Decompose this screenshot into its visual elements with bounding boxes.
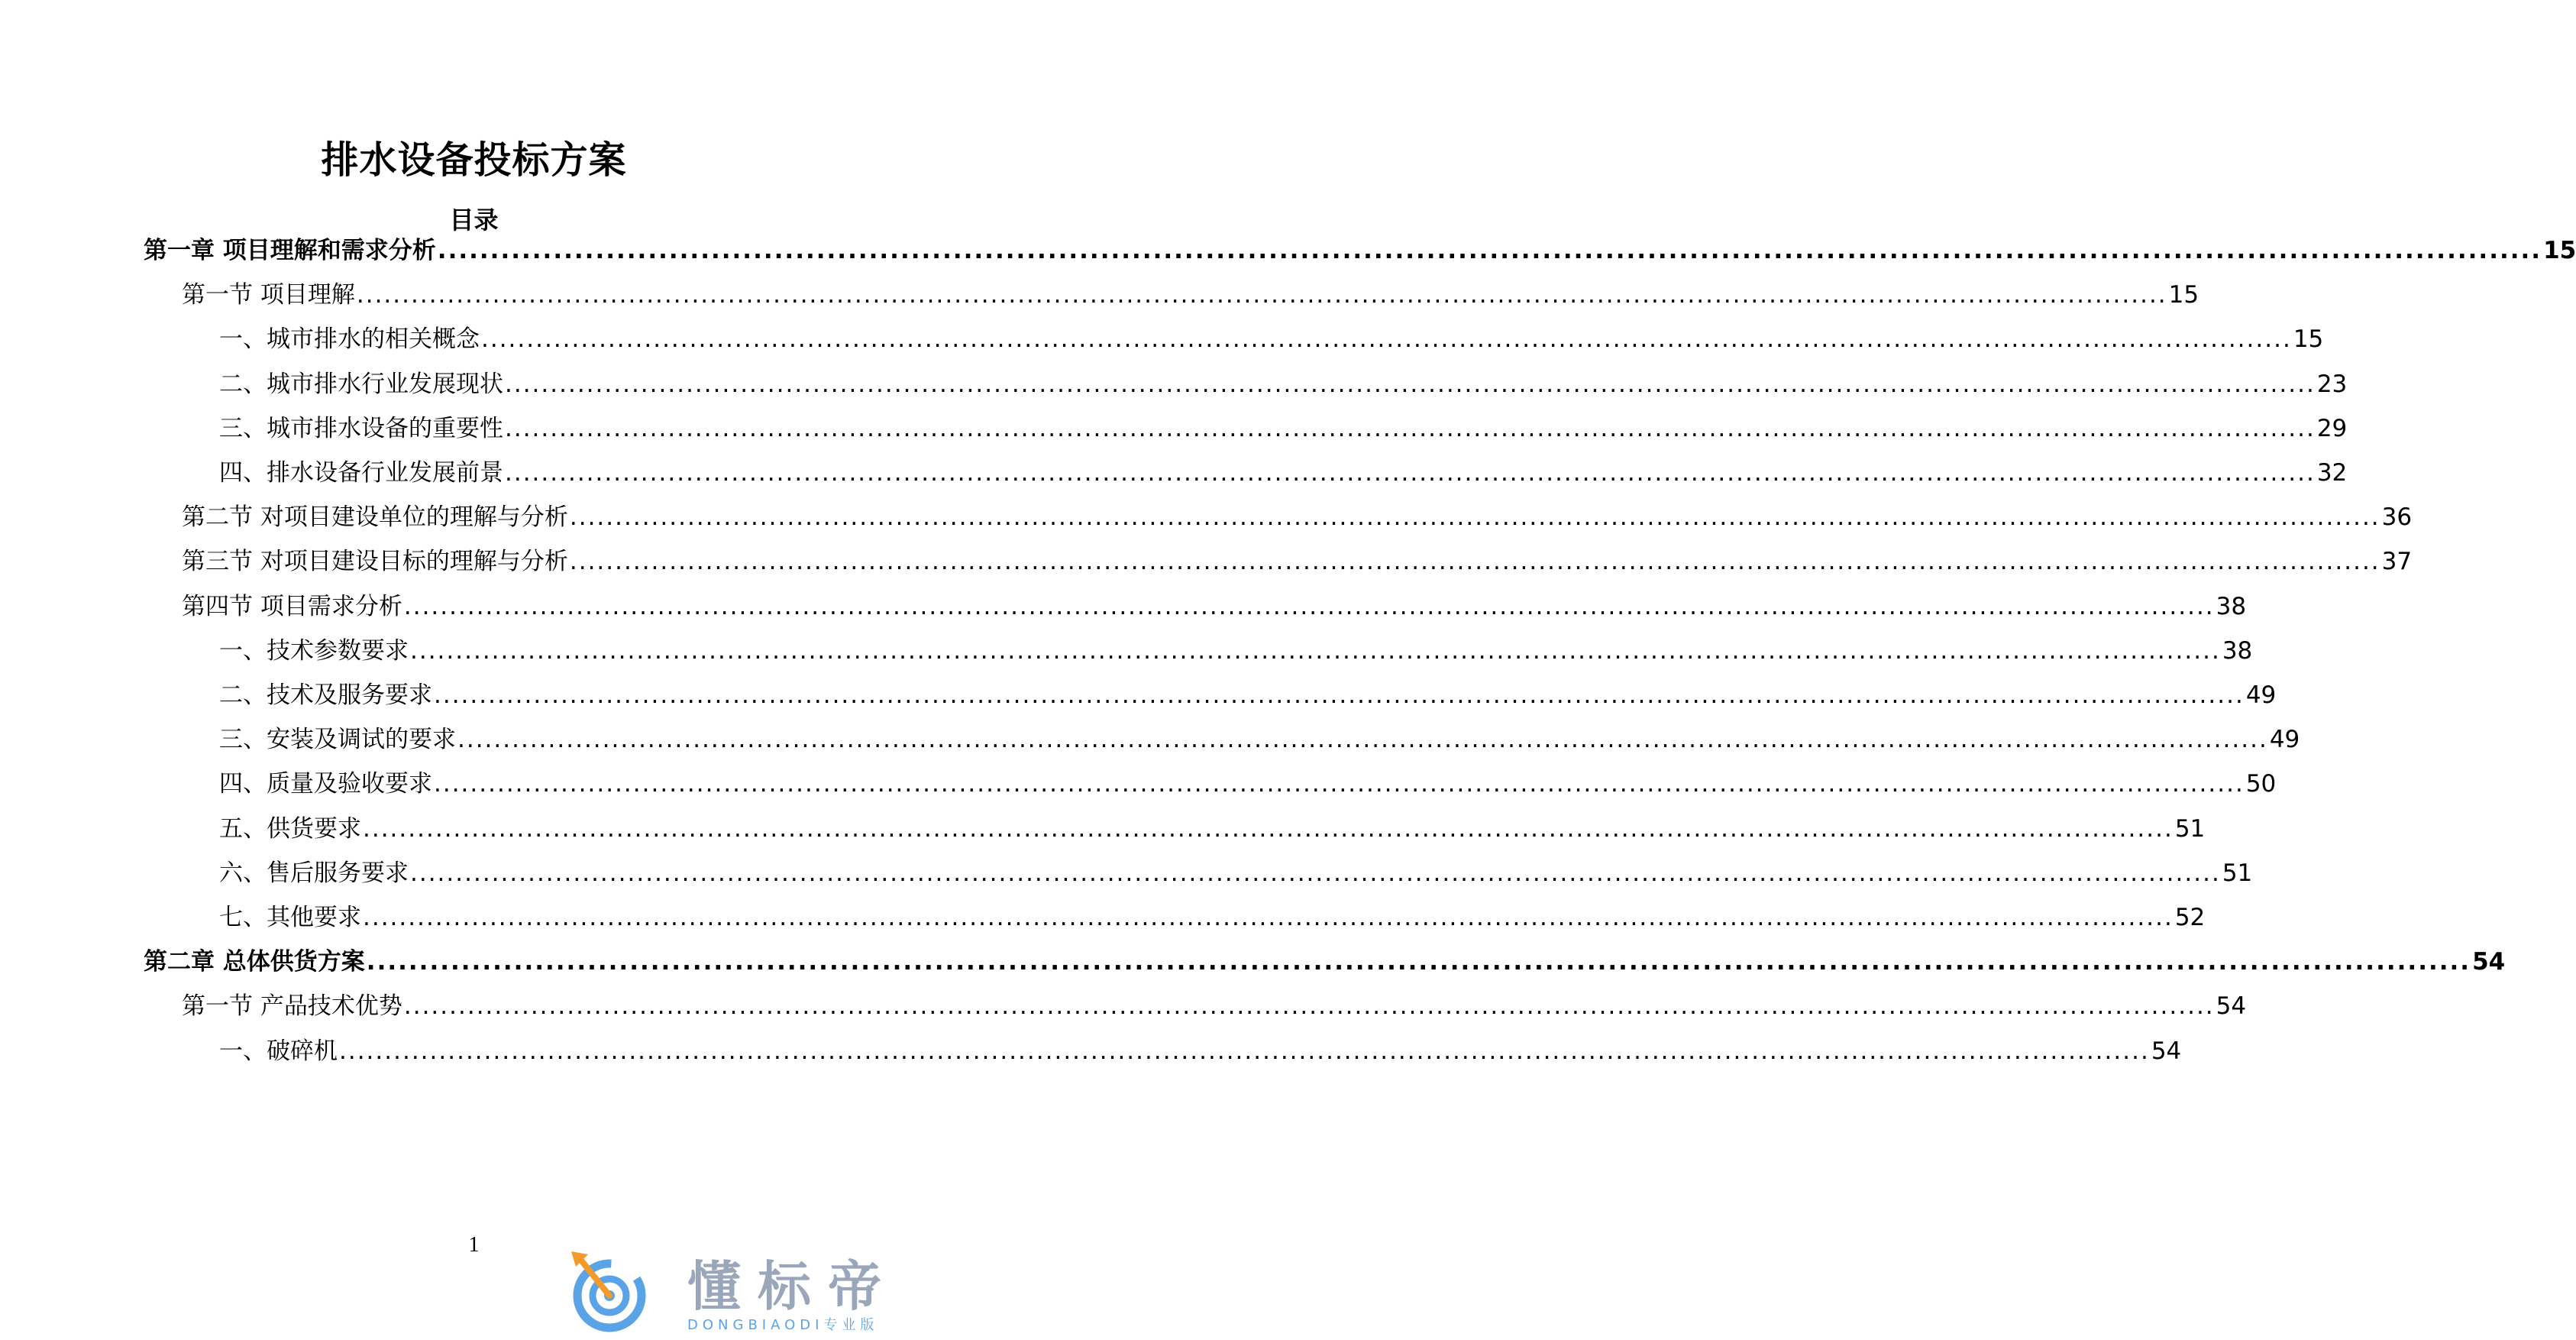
toc-entry-label: 四、排水设备行业发展前景 — [219, 459, 503, 487]
toc-entry[interactable] — [219, 808, 2206, 844]
toc-entry-label: 三、安装及调试的要求 — [219, 726, 456, 754]
toc-entry-label: 第四节 项目需求分析 — [182, 592, 402, 620]
toc-entry[interactable] — [144, 940, 2506, 977]
toc-dot-leader: ........................................................................................................................................................................................................ — [366, 948, 2471, 976]
toc-entry-label: 第二章 总体供货方案 — [144, 948, 365, 976]
toc-entry[interactable] — [219, 318, 2324, 354]
toc-entry-label: 三、城市排水设备的重要性 — [219, 414, 503, 442]
toc-entry[interactable] — [219, 452, 2348, 488]
toc-entry[interactable] — [219, 718, 2300, 755]
toc-entry[interactable] — [144, 229, 2576, 266]
watermark-brand-cn: 懂标帝 — [687, 1255, 898, 1318]
toc-entry-page: 52 — [2174, 904, 2206, 931]
toc-entry-page: 38 — [2222, 636, 2253, 665]
toc-entry-label: 第一章 项目理解和需求分析 — [144, 237, 436, 264]
toc-entry[interactable] — [182, 496, 2413, 532]
toc-dot-leader: ........................................................................................................................................................................................................ — [505, 370, 2316, 398]
toc-dot-leader: ........................................................................................................................................................................................................ — [569, 503, 2380, 532]
toc-entry-page: 51 — [2222, 859, 2253, 887]
toc-entry-page: 36 — [2381, 503, 2413, 532]
toc-entry-page: 50 — [2245, 770, 2277, 798]
toc-dot-leader: ........................................................................................................................................................................................................ — [505, 414, 2316, 442]
toc-entry-label: 第三节 对项目建设目标的理解与分析 — [182, 548, 568, 576]
toc-entry-page: 29 — [2316, 414, 2348, 442]
toc-dot-leader: ........................................................................................................................................................................................................ — [437, 237, 2542, 264]
target-arrow-icon — [565, 1250, 657, 1334]
toc-entry[interactable] — [219, 896, 2206, 933]
toc-entry-page: 49 — [2245, 681, 2277, 709]
toc-entry-label: 一、破碎机 — [219, 1037, 338, 1065]
toc-entry-label: 二、技术及服务要求 — [219, 681, 432, 709]
toc-entry[interactable] — [219, 762, 2277, 799]
document-title: 排水设备投标方案 — [321, 138, 627, 182]
toc-entry-page: 54 — [2472, 948, 2506, 976]
toc-entry-label: 七、其他要求 — [219, 904, 361, 931]
toc-entry[interactable] — [219, 407, 2348, 444]
watermark-brand-en: DONGBIAODI专业版 — [687, 1317, 879, 1333]
toc-entry[interactable] — [182, 274, 2199, 310]
toc-entry-label: 第二节 对项目建设单位的理解与分析 — [182, 503, 568, 532]
toc-entry-page: 32 — [2316, 459, 2348, 487]
toc-dot-leader: ........................................................................................................................................................................................................ — [434, 770, 2245, 798]
toc-entry-page: 15 — [2543, 237, 2576, 264]
toc-entry-label: 一、技术参数要求 — [219, 636, 409, 665]
toc-dot-leader: ........................................................................................................................................................................................................ — [363, 904, 2174, 931]
toc-entry[interactable] — [182, 585, 2247, 622]
toc-dot-leader: ........................................................................................................................................................................................................ — [434, 681, 2245, 709]
toc-entry-label: 二、城市排水行业发展现状 — [219, 370, 503, 398]
toc-entry-page: 54 — [2216, 992, 2247, 1021]
toc-heading: 目录 — [449, 206, 499, 235]
toc-entry-label: 四、质量及验收要求 — [219, 770, 432, 798]
toc-dot-leader: ........................................................................................................................................................................................................ — [505, 459, 2316, 487]
toc-entry[interactable] — [219, 674, 2277, 710]
toc-entry-page: 54 — [2151, 1037, 2182, 1065]
toc-entry-page: 15 — [2293, 325, 2324, 354]
toc-entry-label: 五、供货要求 — [219, 814, 361, 843]
toc-entry[interactable] — [219, 630, 2253, 666]
toc-entry-page: 15 — [2168, 281, 2199, 309]
toc-dot-leader: ........................................................................................................................................................................................................ — [569, 548, 2380, 576]
page-number: 1 — [468, 1233, 480, 1257]
toc-entry-page: 38 — [2216, 592, 2247, 620]
toc-dot-leader: ........................................................................................................................................................................................................ — [356, 281, 2167, 309]
toc-entry-label: 六、售后服务要求 — [219, 859, 409, 887]
toc-dot-leader: ........................................................................................................................................................................................................ — [481, 325, 2292, 354]
toc-entry-label: 第一节 项目理解 — [182, 281, 355, 309]
toc-entry-label: 一、城市排水的相关概念 — [219, 325, 480, 354]
toc-entry-page: 23 — [2316, 370, 2348, 398]
toc-entry[interactable] — [182, 540, 2413, 577]
toc-entry[interactable] — [219, 852, 2253, 888]
toc-entry-label: 第一节 产品技术优势 — [182, 992, 402, 1021]
toc-entry-page: 49 — [2269, 726, 2300, 754]
toc-dot-leader: ........................................................................................................................................................................................................ — [410, 636, 2221, 665]
toc-entry[interactable] — [182, 985, 2247, 1021]
toc-dot-leader: ........................................................................................................................................................................................................ — [339, 1037, 2150, 1065]
toc-entry[interactable] — [219, 363, 2348, 400]
toc-dot-leader: ........................................................................................................................................................................................................ — [410, 859, 2221, 887]
toc-dot-leader: ........................................................................................................................................................................................................ — [457, 726, 2268, 754]
toc-entry-page: 37 — [2381, 548, 2413, 576]
toc-dot-leader: ........................................................................................................................................................................................................ — [403, 992, 2215, 1021]
toc-dot-leader: ........................................................................................................................................................................................................ — [403, 592, 2215, 620]
toc-dot-leader: ........................................................................................................................................................................................................ — [363, 814, 2174, 843]
toc-entry[interactable] — [219, 1030, 2182, 1066]
toc-entry-page: 51 — [2174, 814, 2206, 843]
watermark — [565, 1250, 932, 1334]
